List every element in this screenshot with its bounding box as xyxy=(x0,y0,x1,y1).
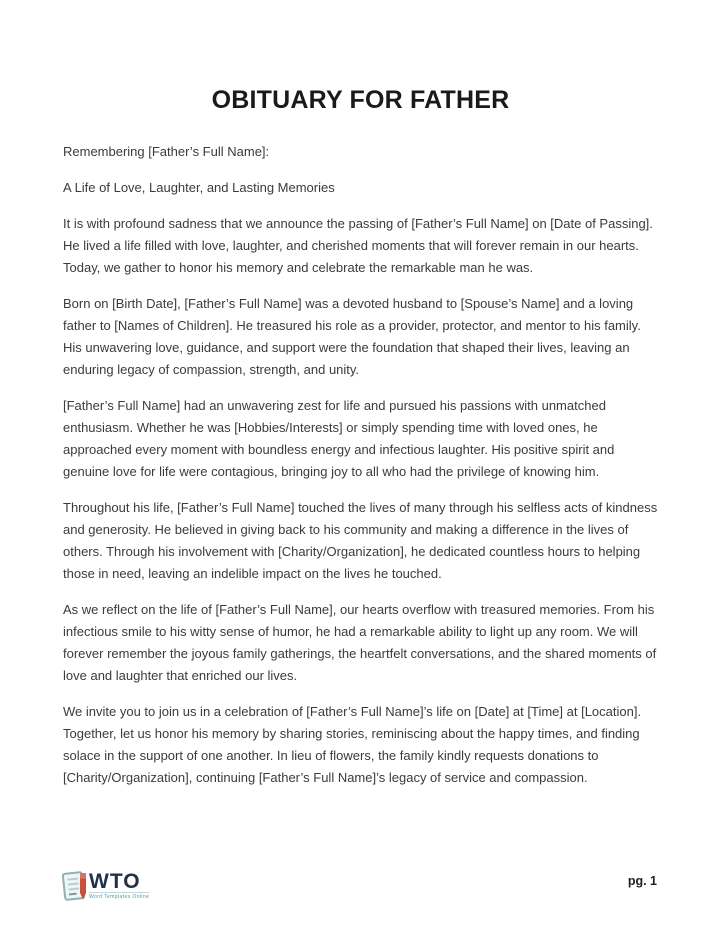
page-footer xyxy=(63,866,657,906)
paragraph-invitation: We invite you to join us in a celebration of [Father’s Full Name]’s life on [Date] at [Time] at [Location]. Together, let us honor his memory by sharing stories, reminiscing about the happy times, and finding solace in the support of one another. In lieu of flowers, the family kindly requests donations to [Charity/Organization], continuing [Father’s Full Name]’s legacy of service and compassion. xyxy=(63,704,642,785)
subtitle-line: A Life of Love, Laughter, and Lasting Memories xyxy=(63,180,335,195)
paragraph-passions: [Father’s Full Name] had an unwavering zest for life and pursued his passions with unmatched enthusiasm. Whether he was [Hobbies/Interests] or simply spending time with loved ones, he approached every moment with boundless energy and infectious laughter. His positive spirit and genuine love for life were contagious, bringing joy to all who had the privilege of knowing him. xyxy=(63,398,615,479)
page-number: pg. 1 xyxy=(627,874,657,888)
logo-text xyxy=(89,872,149,900)
paragraph-announcement: It is with profound sadness that we announce the passing of [Father’s Full Name] on [Date of Passing]. He lived a life filled with love, laughter, and cherished moments that will forever remain in our hearts. Today, we gather to honor his memory and celebrate the remarkable man he was. xyxy=(63,216,653,275)
logo-tagline: Word Templates Online xyxy=(89,894,150,900)
paragraph-family: Born on [Birth Date], [Father’s Full Name] was a devoted husband to [Spouse’s Name] and a loving father to [Names of Children]. He treasured his role as a provider, protector, and mentor to his family. His unwavering love, guidance, and support were the foundation that shaped their lives, leaving an enduring legacy of compassion, strength, and unity. xyxy=(63,296,641,377)
remembering-line: Remembering [Father’s Full Name]: xyxy=(63,144,270,159)
page-title: OBITUARY FOR FATHER xyxy=(211,86,510,114)
wto-logo xyxy=(63,872,149,900)
paragraph-memories: As we reflect on the life of [Father’s Full Name], our hearts overflow with treasured memories. From his infectious smile to his witty sense of humor, he had a remarkable ability to light up any room. We will forever remember the joyous family gatherings, the heartfelt conversations, and the shared moments of love and laughter that enriched our lives. xyxy=(63,602,657,683)
document-body xyxy=(63,86,658,803)
logo-acronym: WTO xyxy=(89,870,141,893)
paragraph-community: Throughout his life, [Father’s Full Name] touched the lives of many through his selfless acts of kindness and generosity. He believed in giving back to his community and making a difference in the lives of others. Through his involvement with [Charity/Organization], he dedicated countless hours to helping those in need, leaving an indelible impact on the lives he touched. xyxy=(63,500,658,581)
